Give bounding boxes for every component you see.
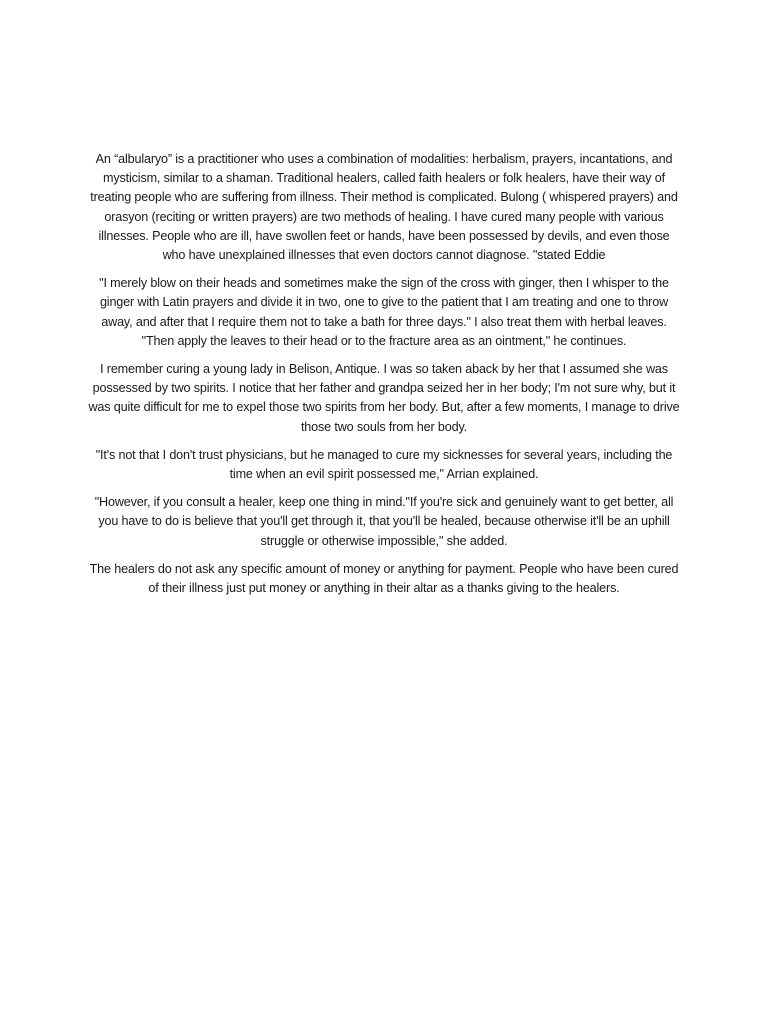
paragraph-healer-advice: "However, if you consult a healer, keep one thing in mind."If you're sick and genuinely want to get better, all you have to do is believe that you'll get through it, that you'll be healed, because otherwise it'll be an uphill struggle or otherwise impossible," she added. (94, 495, 674, 548)
paragraph-arrian-quote: "It's not that I don't trust physicians, but he managed to cure my sicknesses for several years, including the time when an evil spirit possessed me," Arrian explained. (95, 447, 673, 482)
paragraph-albularyo-intro: An “albularyo” is a practitioner who uses a combination of modalities: herbalism, prayers, incantations, and mysticism, similar to a shaman. Traditional healers, called faith healers or folk healers, have their way of treating people who are suffering from illness. Their method is complicated. Bulong ( whispered prayers) and orasyon (reciting or written prayers) are two methods of healing. I have cured many people with various illnesses. People who are ill, have swollen feet or hands, have been possessed by devils, and even those who have unexplained illnesses that even doctors cannot diagnose. "stated Eddie (90, 152, 678, 263)
paragraph-belison-story: I remember curing a young lady in Belison, Antique. I was so taken aback by her that I assumed she was possessed by two spirits. I notice that her father and grandpa seized her in her body; I'm not sure why, but it was quite difficult for me to expel those two spirits from her body. But, after a few moments, I manage to drive those two souls from her body. (88, 362, 680, 434)
paragraph-payment: The healers do not ask any specific amount of money or anything for payment. People who have been cured of their illness just put money or anything in their altar as a thanks giving to the healers. (89, 561, 679, 596)
paragraph-healing-method: "I merely blow on their heads and sometimes make the sign of the cross with ginger, then I whisper to the ginger with Latin prayers and divide it in two, one to give to the patient that I am treating and one to throw away, and after that I require them not to take a bath for three days." I also treat them with herbal leaves. "Then apply the leaves to their head or to the fracture area as an ointment," he continues. (99, 276, 669, 348)
document-body (88, 150, 680, 607)
